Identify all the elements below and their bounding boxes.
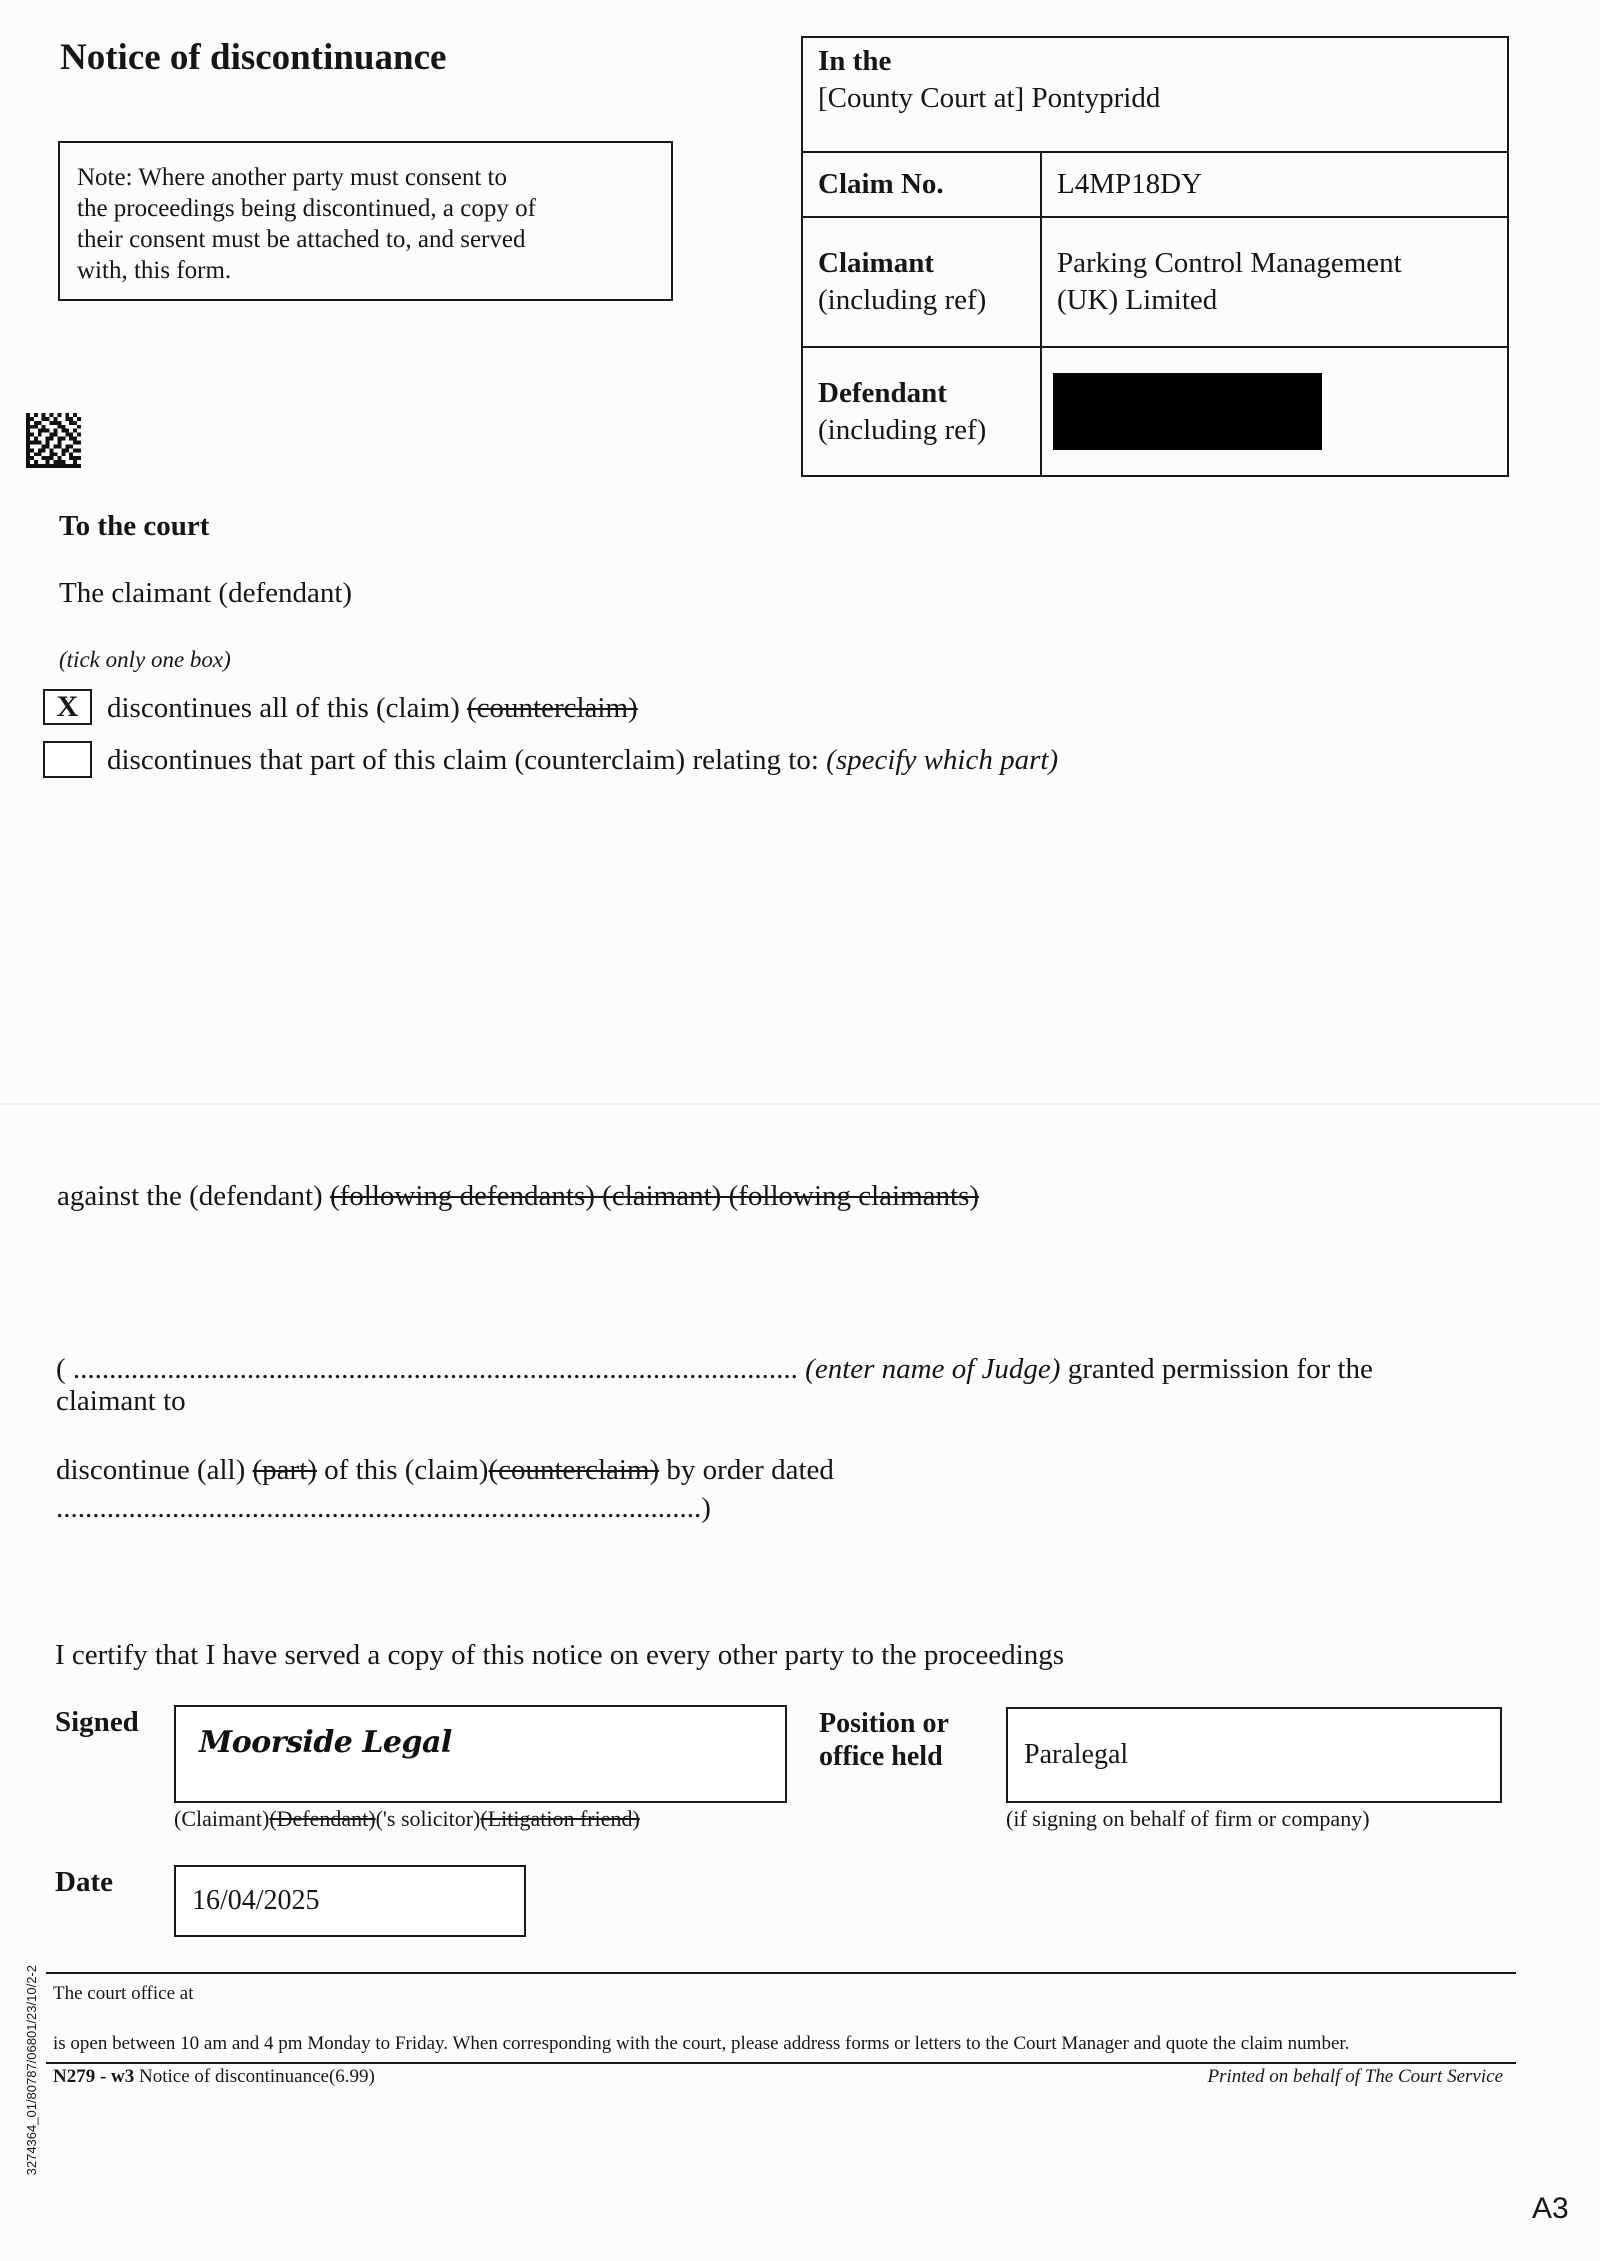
redacted-defendant-name [1053,373,1322,450]
capacity-segment: (Defendant) [269,1806,376,1831]
court-office-text: The court office at [53,1983,194,2004]
date-field[interactable] [174,1865,526,1937]
handwritten-signature: Moorside Legal [199,1725,452,1760]
document-title: Notice of discontinuance [60,37,447,78]
judge-segment: granted permission for the [1060,1353,1373,1385]
discontinue-part-checkbox[interactable] [43,741,92,778]
party-statement: The claimant (defendant) [59,577,353,609]
defendant-ref-label: (including ref) [818,413,987,446]
order-segment: (counterclaim) [488,1454,660,1486]
date-value: 16/04/2025 [192,1885,320,1916]
order-segment: by order dated [659,1454,834,1486]
capacity-segment: ('s solicitor) [375,1806,481,1831]
claimant-name-line: Parking Control Management [1057,247,1402,279]
court-row [802,37,1508,152]
judge-segment: ( .................................................................................................... [56,1353,806,1385]
claim-number-row [802,152,1508,217]
position-label [819,1707,949,1773]
order-segment: discontinue (all) [56,1454,253,1486]
option-text-segment: (counterclaim) [467,692,638,724]
form-reference [53,2065,375,2089]
printed-by-text: Printed on behalf of The Court Service [1207,2066,1503,2087]
defendant-row [802,347,1508,476]
note-line: Note: Where another party must consent to [77,164,507,191]
date-label: Date [55,1866,113,1898]
claimant-name-line: (UK) Limited [1057,284,1218,316]
position-label-line: Position or [819,1708,949,1739]
checkbox-mark: X [56,690,79,723]
judge-permission-line-2: claimant to [56,1385,186,1417]
signed-label: Signed [55,1706,139,1738]
order-segment: of this (claim) [316,1454,489,1486]
capacity-segment: (Litigation friend) [480,1806,640,1831]
form-name: Notice of discontinuance(6.99) [134,2066,375,2087]
margin-reference-number: 3274364_01/80787/06801/23/10/2-2 [24,1965,39,2176]
position-field[interactable] [1006,1707,1502,1803]
discontinue-all-option-text [107,691,638,725]
discontinue-part-option-text [107,743,1058,777]
discontinue-all-checkbox[interactable] [43,689,92,725]
against-segment: (following defendants) (claimant) (following claimants) [329,1180,980,1212]
certification-statement: I certify that I have served a copy of this notice on every other party to the proceedings [55,1639,1064,1671]
note-line: their consent must be attached to, and served [77,226,526,253]
order-date-dots: .........................................................................................) [56,1492,711,1524]
discontinue-order-line [56,1453,834,1487]
claimant-ref-label: (including ref) [818,284,987,316]
claim-no-label: Claim No. [818,168,944,200]
footer-divider [46,2062,1516,2064]
position-value: Paralegal [1024,1739,1129,1770]
option-text-segment: discontinues that part of this claim (counterclaim) relating to: [107,744,827,776]
against-segment: against the (defendant) [57,1180,330,1212]
order-segment: (part) [252,1454,317,1486]
option-text-segment: (specify which part) [826,744,1059,776]
claim-no-value: L4MP18DY [1057,168,1203,200]
in-the-label: In the [818,45,892,77]
defendant-label: Defendant [818,376,947,409]
to-the-court-heading: To the court [59,510,210,542]
note-line: with, this form. [77,257,232,284]
against-party-line [57,1179,979,1213]
court-name: [County Court at] Pontypridd [818,82,1161,114]
claimant-value-cell [1041,217,1508,347]
footer-divider [46,1972,1516,1974]
tick-instruction: (tick only one box) [59,647,231,672]
judge-permission-line [56,1352,1373,1386]
defendant-label-cell [802,347,1041,476]
court-cell [802,37,1508,152]
paper-size-mark: A3 [1532,2192,1569,2225]
option-text-segment: discontinues all of this (claim) [107,692,468,724]
claimant-label-cell [802,217,1041,347]
claimant-label: Claimant [818,247,934,279]
claimant-row [802,217,1508,347]
claim-no-label-cell [802,152,1041,217]
claim-no-value-cell [1041,152,1508,217]
note-line: the proceedings being discontinued, a copy of [77,195,536,222]
signatory-capacity [174,1806,640,1832]
position-label-line: office held [819,1741,943,1772]
court-details-table [801,36,1509,477]
signature-field[interactable] [174,1705,787,1803]
capacity-segment: (Claimant) [174,1806,270,1831]
consent-note-box [58,141,673,301]
datamatrix-barcode [26,413,81,468]
form-code: N279 - w3 [53,2066,135,2087]
paper-fold-line [0,1103,1600,1105]
position-caption: (if signing on behalf of firm or company) [1006,1806,1370,1831]
opening-hours-text: is open between 10 am and 4 pm Monday to Friday. When corresponding with the court, please address forms or letters to the Court Manager and quote the claim number. [53,2033,1350,2054]
judge-segment: (enter name of Judge) [805,1353,1061,1385]
defendant-value-cell [1041,347,1508,476]
